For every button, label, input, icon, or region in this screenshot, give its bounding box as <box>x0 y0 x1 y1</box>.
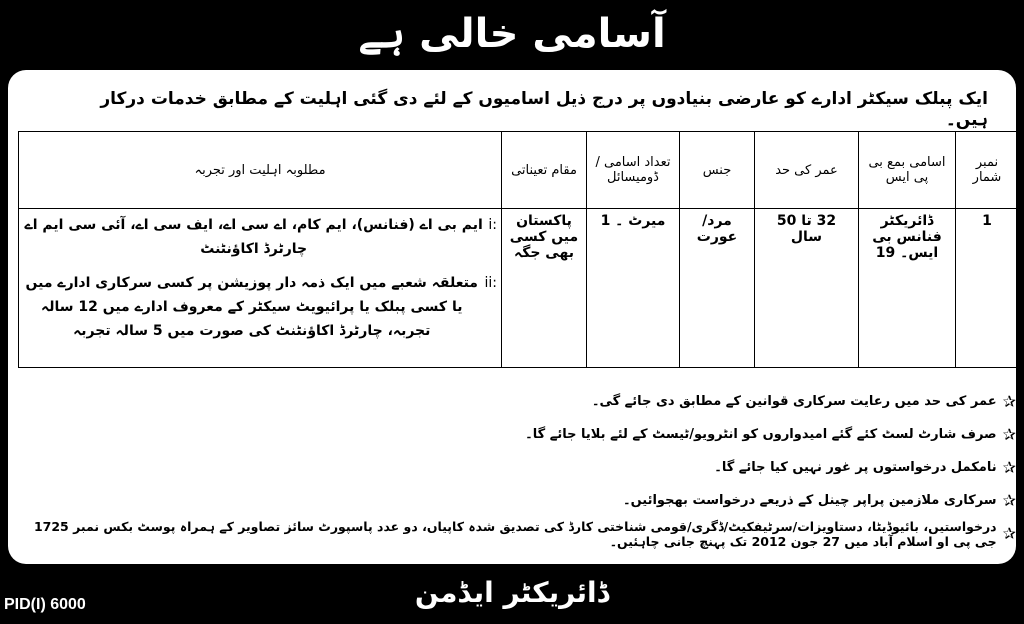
table-row <box>19 209 1019 368</box>
qualification-text: ایم بی اے (فنانس)، ایم کام، اے سی اے، ایف سی اے، آئی سی ایم اے چارٹرڈ اکاؤنٹنٹ <box>24 217 483 257</box>
star-icon: ✰ <box>1002 392 1016 411</box>
jobs-table <box>18 131 1019 368</box>
cell-post: ڈائریکٹر فنانس بی ایس۔ 19 <box>859 209 956 368</box>
cell-qualification <box>19 209 502 368</box>
note-item <box>16 454 1016 481</box>
note-text: صرف شارٹ لسٹ کئے گئے امیدواروں کو انٹرویو/ٹیسٹ کے لئے بلایا جائے گا۔ <box>525 427 997 442</box>
page-title: آسامی خالی ہے <box>358 11 666 57</box>
note-item <box>16 487 1016 514</box>
note-text: سرکاری ملازمین پراپر چینل کے ذریعے درخواست بھجوائیں۔ <box>622 493 997 508</box>
footer-banner <box>0 566 1024 624</box>
note-text: عمر کی حد میں رعایت سرکاری قوانین کے مطابق دی جائے گی۔ <box>591 394 997 409</box>
header-gender: جنس <box>680 132 755 209</box>
qualification-marker: i: <box>488 217 497 233</box>
note-text: نامکمل درخواستوں پر غور نہیں کیا جائے گا۔ <box>714 460 997 475</box>
star-icon: ✰ <box>1002 458 1016 477</box>
table-header-row <box>19 132 1019 209</box>
signature: ڈائریکٹر ایڈمن <box>414 576 610 609</box>
note-item <box>16 421 1016 448</box>
cell-count: میرٹ ۔ 1 <box>587 209 680 368</box>
content-panel <box>8 70 1016 564</box>
cell-serial: 1 <box>956 209 1019 368</box>
star-icon: ✰ <box>1002 425 1016 444</box>
cell-age: 32 تا 50 سال <box>755 209 859 368</box>
intro-text: ایک پبلک سیکٹر ادارے کو عارضی بنیادوں پر درج ذیل اسامیوں کے لئے دی گئی اہلیت کے مطابق خدمات درکار ہیں۔ <box>100 89 988 130</box>
cell-station: پاکستان میں کسی بھی جگہ <box>502 209 587 368</box>
qualification-item <box>23 213 497 261</box>
header-station: مقام تعیناتی <box>502 132 587 209</box>
qualification-text: متعلقہ شعبے میں ایک ذمہ دار پوزیشن پر کسی سرکاری ادارے میں یا کسی پبلک یا پرائیویٹ سیکٹر کے معروف ادارے میں 12 سالہ تجربہ، چارٹرڈ اکاؤنٹنٹ کی صورت میں 5 سالہ تجربہ <box>25 275 478 339</box>
header-age: عمر کی حد <box>755 132 859 209</box>
header-qualification: مطلوبہ اہلیت اور تجربہ <box>19 132 502 209</box>
header-count: تعداد اسامی / ڈومیسائل <box>587 132 680 209</box>
cell-gender: مرد/عورت <box>680 209 755 368</box>
header-serial: نمبر شمار <box>956 132 1019 209</box>
note-item <box>16 520 1016 547</box>
header-banner <box>0 0 1024 68</box>
header-post: اسامی بمع بی پی ایس <box>859 132 956 209</box>
note-item <box>16 388 1016 415</box>
qualification-item <box>23 271 497 343</box>
star-icon: ✰ <box>1002 524 1016 543</box>
pid-number: PID(I) 6000 <box>4 596 86 613</box>
note-text: درخواستیں، بائیوڈیٹا، دستاویزات/سرٹیفکیٹ/ڈگری/قومی شناختی کارڈ کی تصدیق شدہ کاپیاں، دو عدد پاسپورٹ سائز تصاویر کے ہمراہ پوسٹ بکس نمبر 1725 جی پی او اسلام آباد میں 27 جون 2012 تک پہنچ جانی چاہئیں۔ <box>33 518 997 549</box>
notes-list <box>16 388 1016 553</box>
qualification-marker: ii: <box>484 275 497 291</box>
star-icon: ✰ <box>1002 491 1016 510</box>
